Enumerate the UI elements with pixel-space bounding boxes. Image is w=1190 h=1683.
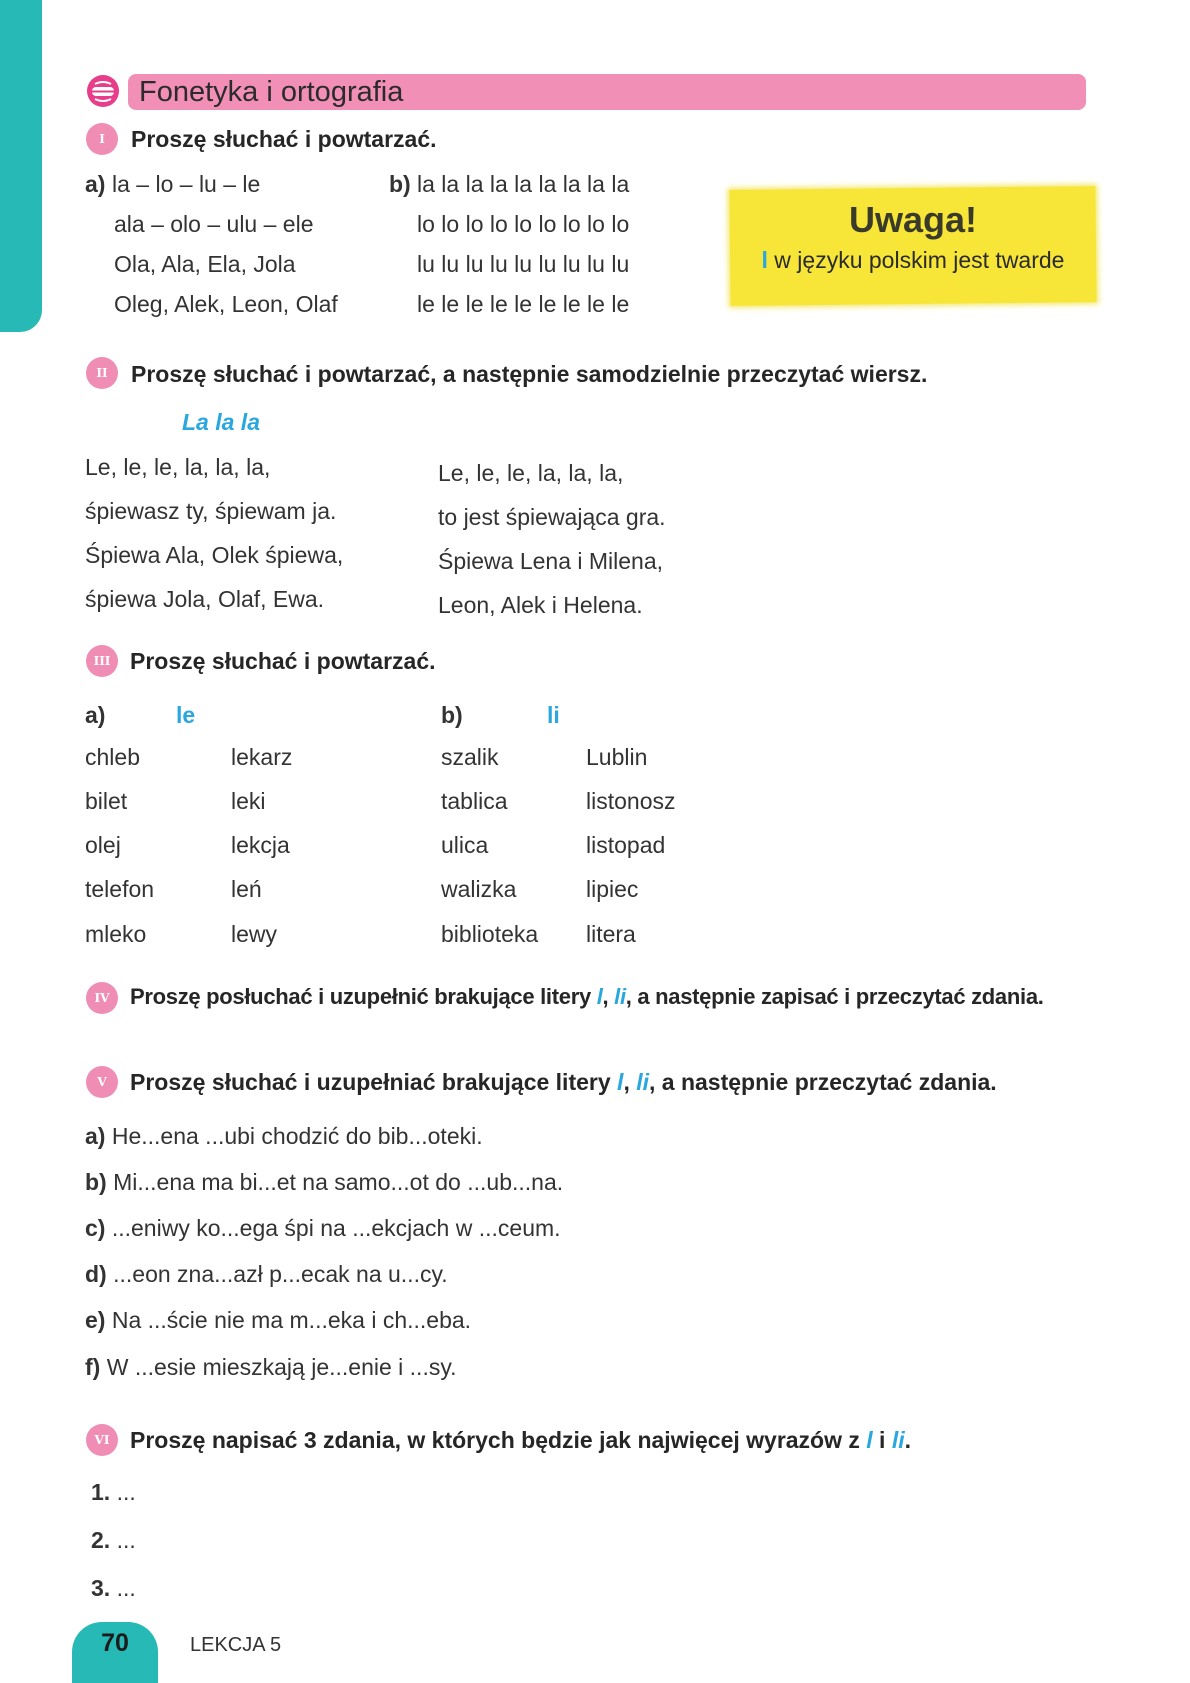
ex4-letter-l: l bbox=[596, 984, 603, 1009]
exercise-5-title bbox=[130, 1068, 997, 1096]
sentence-text: ...eniwy ko...ega śpi na ...ekcjach w ...ceum. bbox=[105, 1215, 561, 1241]
poem-line: Śpiewa Ala, Olek śpiewa, bbox=[85, 542, 344, 568]
word: szalik bbox=[441, 744, 499, 770]
ex1-a-line: la – lo – lu – le bbox=[112, 171, 261, 197]
answer-placeholder: ... bbox=[110, 1575, 136, 1601]
ex6-title-part: . bbox=[904, 1427, 912, 1453]
poem-line: Le, le, le, la, la, la, bbox=[438, 460, 624, 486]
ex1-b-line: lu lu lu lu lu lu lu lu lu bbox=[417, 251, 630, 277]
ex1-b-line: la la la la la la la la la bbox=[417, 171, 630, 197]
ex4-title-part: Proszę posłuchać i uzupełnić brakujące litery bbox=[130, 984, 597, 1009]
ex1-a-line: ala – olo – ulu – ele bbox=[114, 211, 314, 237]
note-title: Uwaga! bbox=[848, 199, 978, 240]
word: leń bbox=[231, 876, 262, 902]
answer-number: 3. bbox=[91, 1575, 111, 1601]
poem-line: to jest śpiewająca gra. bbox=[438, 504, 666, 530]
ex1-b-line: lo lo lo lo lo lo lo lo lo bbox=[417, 211, 630, 237]
exercise-badge-2: II bbox=[86, 357, 118, 389]
word: leki bbox=[231, 788, 266, 814]
sentence-text: Mi...ena ma bi...et na samo...ot do ...ub...na. bbox=[106, 1169, 564, 1195]
word: bilet bbox=[85, 788, 128, 814]
word: olej bbox=[85, 832, 121, 858]
word: tablica bbox=[441, 788, 508, 814]
ex3-a-label: a) bbox=[85, 702, 106, 728]
exercise-4-title bbox=[130, 983, 1044, 1011]
poem-line: Le, le, le, la, la, la, bbox=[85, 454, 271, 480]
sentence-label: d) bbox=[85, 1261, 107, 1287]
note-body: w języku polskim jest twarde bbox=[767, 247, 1065, 273]
answer-number: 1. bbox=[91, 1479, 111, 1505]
word: listonosz bbox=[586, 788, 676, 814]
answer-line[interactable] bbox=[91, 1574, 136, 1602]
ex6-title-mid: i bbox=[872, 1427, 892, 1453]
word: Lublin bbox=[586, 744, 648, 770]
ex5-letter-li: li bbox=[636, 1069, 649, 1095]
sentence-label: a) bbox=[85, 1123, 106, 1149]
poem-line: śpiewa Jola, Olaf, Ewa. bbox=[85, 586, 325, 612]
word: lipiec bbox=[586, 876, 639, 902]
lesson-label: LEKCJA 5 bbox=[190, 1634, 282, 1656]
answer-placeholder: ... bbox=[110, 1479, 136, 1505]
word: listopad bbox=[586, 832, 666, 858]
ex5-letter-l: l bbox=[617, 1069, 624, 1095]
word: litera bbox=[586, 921, 636, 947]
sentence-text: W ...esie mieszkają je...enie i ...sy. bbox=[100, 1354, 457, 1380]
answer-placeholder: ... bbox=[110, 1527, 136, 1553]
speaking-mouth-icon bbox=[86, 74, 120, 108]
sentence-text: ...eon zna...azł p...ecak na u...cy. bbox=[106, 1261, 448, 1287]
poem-line: Leon, Alek i Helena. bbox=[438, 592, 643, 618]
word: lewy bbox=[231, 921, 278, 947]
exercise-2-title: Proszę słuchać i powtarzać, a następnie samodzielnie przeczytać wiersz. bbox=[131, 361, 928, 387]
ex3-b-label: b) bbox=[441, 702, 463, 728]
ex5-title-part: Proszę słuchać i uzupełniać brakujące litery bbox=[130, 1069, 618, 1095]
side-tab bbox=[0, 0, 42, 332]
answer-number: 2. bbox=[91, 1527, 111, 1553]
sentence-item bbox=[85, 1122, 483, 1150]
exercise-badge-1: I bbox=[86, 123, 118, 155]
sentence-text: He...ena ...ubi chodzić do bib...oteki. bbox=[105, 1123, 483, 1149]
ex1-b-label: b) bbox=[389, 171, 411, 197]
word: mleko bbox=[85, 921, 147, 947]
exercise-badge-5: V bbox=[86, 1066, 118, 1098]
ex6-letter-l: l bbox=[866, 1427, 873, 1453]
section-title: Fonetyka i ortografia bbox=[139, 76, 404, 108]
sentence-label: b) bbox=[85, 1169, 107, 1195]
page-number: 70 bbox=[101, 1629, 129, 1657]
note-letter: l bbox=[761, 247, 768, 273]
sentence-text: Na ...ście nie ma m...eka i ch...eba. bbox=[105, 1307, 472, 1333]
word: lekarz bbox=[231, 744, 293, 770]
word: biblioteka bbox=[441, 921, 539, 947]
word: ulica bbox=[441, 832, 489, 858]
sentence-label: f) bbox=[85, 1354, 101, 1380]
poem-line: Śpiewa Lena i Milena, bbox=[438, 548, 664, 574]
ex3-b-head: li bbox=[547, 702, 560, 728]
word: chleb bbox=[85, 744, 140, 770]
exercise-badge-4: IV bbox=[86, 982, 118, 1014]
exercise-3-title: Proszę słuchać i powtarzać. bbox=[130, 648, 436, 674]
sentence-label: e) bbox=[85, 1307, 106, 1333]
word: walizka bbox=[441, 876, 517, 902]
ex1-a-line: Ola, Ala, Ela, Jola bbox=[114, 251, 296, 277]
ex5-title-sep: , bbox=[623, 1069, 637, 1095]
sentence-label: c) bbox=[85, 1215, 106, 1241]
sentence-item bbox=[85, 1353, 457, 1381]
ex1-a-line: Oleg, Alek, Leon, Olaf bbox=[114, 291, 338, 317]
exercise-badge-6: VI bbox=[86, 1424, 118, 1456]
sentence-item bbox=[85, 1260, 448, 1288]
ex4-title-sep: , bbox=[602, 984, 615, 1009]
poem-line: śpiewasz ty, śpiewam ja. bbox=[85, 498, 337, 524]
note-text bbox=[730, 246, 1096, 274]
answer-line[interactable] bbox=[91, 1526, 136, 1554]
ex1-a-label: a) bbox=[85, 171, 106, 197]
ex4-letter-li: li bbox=[614, 984, 626, 1009]
ex6-letter-li: li bbox=[891, 1427, 905, 1453]
exercise-6-title bbox=[130, 1426, 911, 1454]
poem-title: La la la bbox=[182, 409, 260, 435]
ex4-title-part: , a następnie zapisać i przeczytać zdania. bbox=[625, 984, 1044, 1009]
word: telefon bbox=[85, 876, 155, 902]
ex5-title-part: , a następnie przeczytać zdania. bbox=[649, 1069, 997, 1095]
sentence-item bbox=[85, 1214, 561, 1242]
answer-line[interactable] bbox=[91, 1478, 136, 1506]
exercise-1-title: Proszę słuchać i powtarzać. bbox=[131, 126, 437, 152]
sentence-item bbox=[85, 1306, 471, 1334]
word: lekcja bbox=[231, 832, 290, 858]
ex1-b-line: le le le le le le le le le bbox=[417, 291, 630, 317]
ex3-a-head: le bbox=[176, 702, 196, 728]
ex6-title-part: Proszę napisać 3 zdania, w których będzie jak najwięcej wyrazów z bbox=[130, 1427, 867, 1453]
sentence-item bbox=[85, 1168, 563, 1196]
exercise-badge-3: III bbox=[86, 645, 118, 677]
